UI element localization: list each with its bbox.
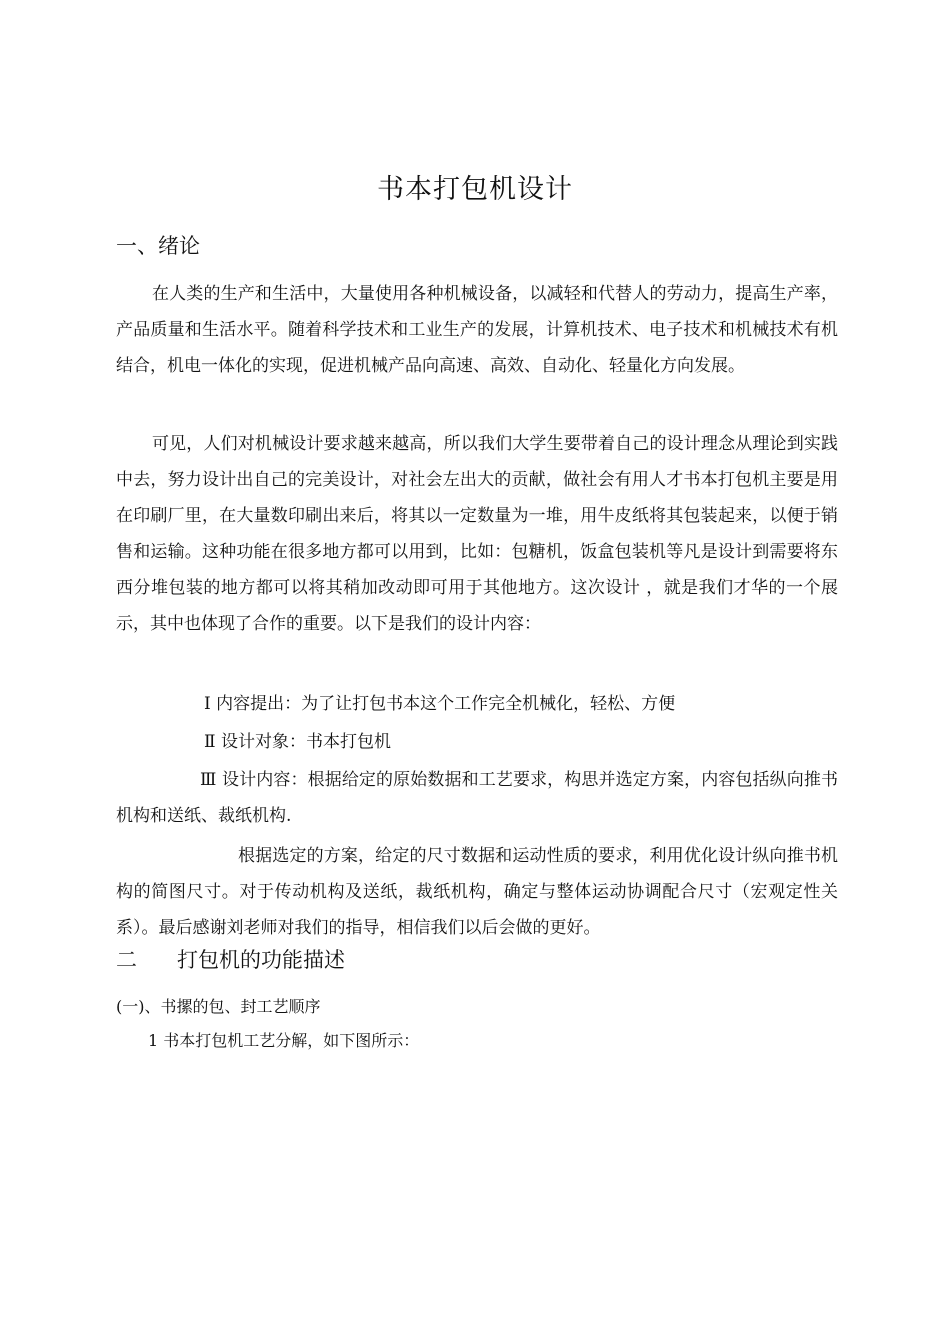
design-item-2: Ⅱ 设计对象：书本打包机 (204, 732, 391, 752)
section-heading-introduction: 一、绪论 (116, 234, 200, 258)
section-heading-function-description: 二 打包机的功能描述 (116, 948, 346, 972)
document-title: 书本打包机设计 (377, 174, 573, 205)
design-item-3: Ⅲ 设计内容：根据给定的原始数据和工艺要求，构思并选定方案，内容包括纵向推书机构和送纸、裁纸机构. (116, 770, 838, 826)
subsection-item-process-breakdown: 1 书本打包机工艺分解，如下图所示： (148, 1031, 420, 1050)
paragraph-introduction-1: 在人类的生产和生活中，大量使用各种机械设备，以减轻和代替人的劳动力，提高生产率，产品质量和生活水平。随着科学技术和工业生产的发展，计算机技术、电子技术和机械技术有机结合，机电一体化的实现，促进机械产品向高速、高效、自动化、轻量化方向发展。 (116, 284, 838, 376)
paragraph-introduction-3: 根据选定的方案，给定的尺寸数据和运动性质的要求，利用优化设计纵向推书机构的简图尺寸。对于传动机构及送纸，裁纸机构，确定与整体运动协调配合尺寸（宏观定性关系）。最后感谢刘老师对我们的指导，相信我们以后会做的更好。 (116, 846, 838, 938)
design-item-1: Ⅰ 内容提出：为了让打包书本这个工作完全机械化，轻松、方便 (204, 694, 676, 714)
subsection-heading-process-order: (一)、书摞的包、封工艺顺序 (116, 997, 321, 1016)
paragraph-introduction-2: 可见，人们对机械设计要求越来越高，所以我们大学生要带着自己的设计理念从理论到实践中去，努力设计出自己的完美设计，对社会左出大的贡献，做社会有用人才书本打包机主要是用在印刷厂里，在大量数印刷出来后，将其以一定数量为一堆，用牛皮纸将其包装起来，以便于销售和运输。这种功能在很多地方都可以用到，比如：包糖机，饭盒包装机等凡是设计到需要将东西分堆包装的地方都可以将其稍加改动即可用于其他地方。这次设计 ，就是我们才华的一个展示，其中也体现了合作的重要。以下是我们的设计内容： (116, 434, 838, 634)
